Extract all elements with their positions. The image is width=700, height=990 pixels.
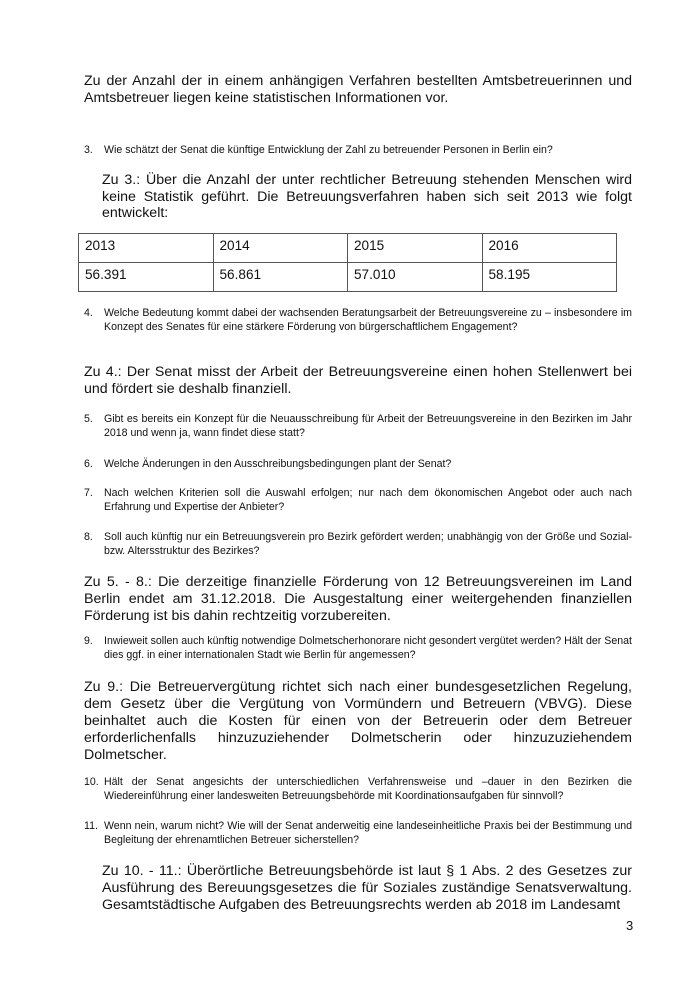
question-number: 3. bbox=[84, 144, 93, 156]
answer-3: Zu 3.: Über die Anzahl der unter rechtlicher Betreuung stehenden Menschen wird keine Statistik geführt. Die Betreuungsverfahren haben sich seit 2013 wie folgt entwickelt: bbox=[102, 172, 632, 221]
question-text: Soll auch künftig nur ein Betreuungsverein pro Bezirk gefördert werden; unabhängig von der Größe und Sozial- bzw. Altersstruktur des Bezirkes? bbox=[104, 531, 632, 557]
answer-4: Zu 4.: Der Senat misst der Arbeit der Betreuungsvereine einen hohen Stellenwert bei und fördert sie deshalb finanziell. bbox=[84, 364, 632, 397]
question-10 bbox=[84, 775, 632, 803]
question-number: 4. bbox=[84, 307, 93, 319]
question-text: Inwieweit sollen auch künftig notwendige Dolmetscherhonorare nicht gesondert vergütet werden? Hält der Senat dies ggf. in einer internationalen Stadt wie Berlin für angemessen? bbox=[104, 635, 632, 661]
question-number: 6. bbox=[84, 458, 93, 470]
question-number: 7. bbox=[84, 487, 93, 499]
question-text: Wenn nein, warum nicht? Wie will der Senat anderweitig eine landeseinheitliche Praxis bei der Bestimmung und Begleitung der ehrenamtlichen Betreuer sicherstellen? bbox=[104, 820, 632, 846]
table-cell: 56.861 bbox=[213, 263, 348, 292]
question-text: Gibt es bereits ein Konzept für die Neuausschreibung für Arbeit der Betreuungsvereine in den Bezirken im Jahr 2018 und wenn ja, wann findet diese statt? bbox=[104, 413, 632, 439]
question-text: Nach welchen Kriterien soll die Auswahl erfolgen; nur nach dem ökonomischen Angebot oder auch nach Erfahrung und Expertise der Anbieter? bbox=[104, 487, 632, 513]
question-9 bbox=[84, 634, 632, 662]
table-cell: 2016 bbox=[482, 234, 617, 263]
question-number: 10. bbox=[84, 776, 99, 788]
question-7 bbox=[84, 486, 632, 514]
table-cell: 2014 bbox=[213, 234, 348, 263]
statistics-table bbox=[78, 233, 617, 292]
answer-10-11: Zu 10. - 11.: Überörtliche Betreuungsbehörde ist laut § 1 Abs. 2 des Gesetzes zur Ausführung des Bereuungsgesetzes die für Soziales zuständige Senatsverwaltung. Gesamtstädtische Aufgaben des Betreuungsrechts werden ab 2018 im Landesamt bbox=[102, 863, 632, 913]
table-cell: 58.195 bbox=[482, 263, 617, 292]
question-text: Welche Änderungen in den Ausschreibungsbedingungen plant der Senat? bbox=[104, 458, 452, 470]
question-text: Hält der Senat angesichts der unterschiedlichen Verfahrensweise und –dauer in den Bezirken die Wiedereinführung einer landesweiten Betreuungsbehörde mit Koordinationsaufgaben für sinnvoll? bbox=[104, 776, 632, 802]
table-cell: 2015 bbox=[348, 234, 483, 263]
page-number: 3 bbox=[626, 918, 634, 933]
intro-paragraph: Zu der Anzahl der in einem anhängigen Verfahren bestellten Amtsbetreuerinnen und Amtsbetreuer liegen keine statistischen Informationen vor. bbox=[84, 73, 632, 106]
question-text: Welche Bedeutung kommt dabei der wachsenden Beratungsarbeit der Betreuungsvereine zu – insbesondere im Konzept des Senates für eine stärkere Förderung von bürgerschaftlichem Engagement? bbox=[104, 307, 632, 333]
question-number: 9. bbox=[84, 635, 93, 647]
question-8 bbox=[84, 530, 632, 558]
question-text: Wie schätzt der Senat die künftige Entwicklung der Zahl zu betreuender Personen in Berlin ein? bbox=[104, 144, 553, 156]
table-cell: 57.010 bbox=[348, 263, 483, 292]
table-row-years bbox=[79, 234, 617, 263]
table-cell: 56.391 bbox=[79, 263, 214, 292]
question-3 bbox=[84, 143, 632, 157]
question-number: 5. bbox=[84, 413, 93, 425]
table-row-values bbox=[79, 263, 617, 292]
question-6 bbox=[84, 457, 632, 471]
question-number: 8. bbox=[84, 531, 93, 543]
question-5 bbox=[84, 412, 632, 440]
question-4 bbox=[84, 306, 632, 334]
table-cell: 2013 bbox=[79, 234, 214, 263]
answer-5-8: Zu 5. - 8.: Die derzeitige finanzielle Förderung von 12 Betreuungsvereinen im Land Berlin endet am 31.12.2018. Die Ausgestaltung einer weitergehenden finanziellen Förderung ist bis dahin rechtzeitig vorzubereiten. bbox=[84, 574, 632, 624]
question-11 bbox=[84, 819, 632, 847]
question-number: 11. bbox=[84, 820, 98, 832]
answer-9: Zu 9.: Die Betreuervergütung richtet sich nach einer bundesgesetzlichen Regelung, dem Gesetz über die Vergütung von Vormündern und Betreuern (VBVG). Diese beinhaltet auch die Kosten für einen von der Betreuerin oder dem Betreuer erforderlichenfalls hinzuzuziehender Dolmetscherin oder hinzuzuziehendem Dolmetscher. bbox=[84, 679, 632, 763]
